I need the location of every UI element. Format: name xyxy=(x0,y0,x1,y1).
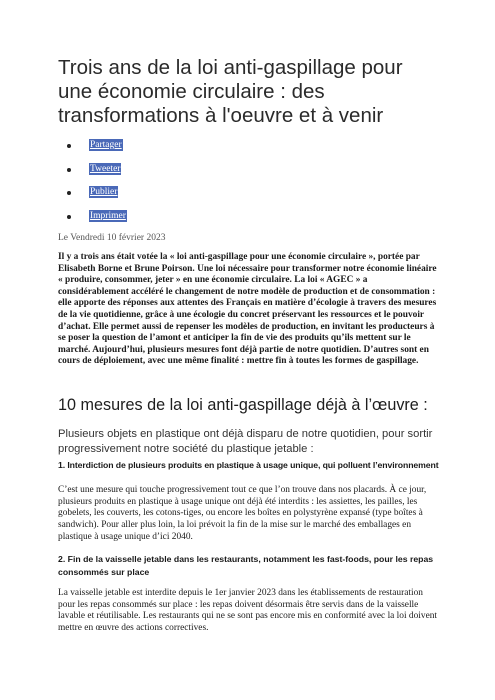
share-link-partager[interactable]: Partager xyxy=(90,140,122,150)
section-lead: Plusieurs objets en plastique ont déjà disparu de notre quotidien, pour sortir progressivement notre société du plastique jetable : xyxy=(58,428,433,455)
share-link-publier[interactable]: Publier xyxy=(90,187,118,197)
measure-1-heading: 1. Interdiction de plusieurs produits en plastique à usage unique, qui polluent l’environnement xyxy=(58,460,439,470)
article-title: Trois ans de la loi anti-gaspillage pour une économie circulaire : des transformations à l'oeuvre et à venir xyxy=(58,56,403,127)
measure-1-text: C’est une mesure qui touche progressivement tout ce que l’on trouve dans nos placards. À ce jour, plusieurs produits en plastique à usage unique ont déjà été interdits : les assiettes, les pailles, les gobelets, les couverts, les cotons-tiges, ou encore les boîtes en polystyrène expansé (type boîtes à sandwich). Pour aller plus loin, la loi prévoit la fin de la mise sur le marché des emballages en plastique à usage unique d’ici 2040. xyxy=(58,485,427,542)
share-link-imprimer[interactable]: Imprimer xyxy=(90,210,126,221)
measure-2-heading: 2. Fin de la vaisselle jetable dans les restaurants, notamment les fast-foods, pour les repas consommés sur place xyxy=(58,554,434,577)
section-heading: 10 mesures de la loi anti-gaspillage déjà à l’œuvre : xyxy=(58,396,428,414)
intro-paragraph: Il y a trois ans était votée la « loi anti-gaspillage pour une économie circulaire », portée par Elisabeth Borne et Brune Poirson. Une loi nécessaire pour transformer notre économie linéaire « produire, consommer, jeter » en une économie circulaire. La loi « AGEC » a considérablement accéléré le changement de notre modèle de production et de consommation : elle apporte des réponses aux attentes des Français en matière d’écologie à travers des mesures de la vie quotidienne, grâce à une écologie du concret préservant les ressources et le pouvoir d’achat. Elle permet aussi de repenser les modèles de production, en invitant les producteurs à se poser la question de l’amont et anticiper la fin de vie des produits qu’ils mettent sur le marché. Aujourd’hui, plusieurs mesures font déjà partie de notre quotidien. D’autres sont en cours de déploiement, avec une même finalité : mettre fin à toutes les formes de gaspillage. xyxy=(58,252,437,367)
publication-date: Le Vendredi 10 février 2023 xyxy=(58,233,166,243)
measure-2-text: La vaisselle jetable est interdite depuis le 1er janvier 2023 dans les établissements de restauration pour les repas consommés sur place : les repas doivent désormais être servis dans de la vaisselle lavable et réutilisable. Les restaurants qui ne se sont pas encore mis en conformité avec la loi doivent mettre en œuvre des actions correctives. xyxy=(58,588,438,634)
share-link-tweeter[interactable]: Tweeter xyxy=(90,163,121,174)
